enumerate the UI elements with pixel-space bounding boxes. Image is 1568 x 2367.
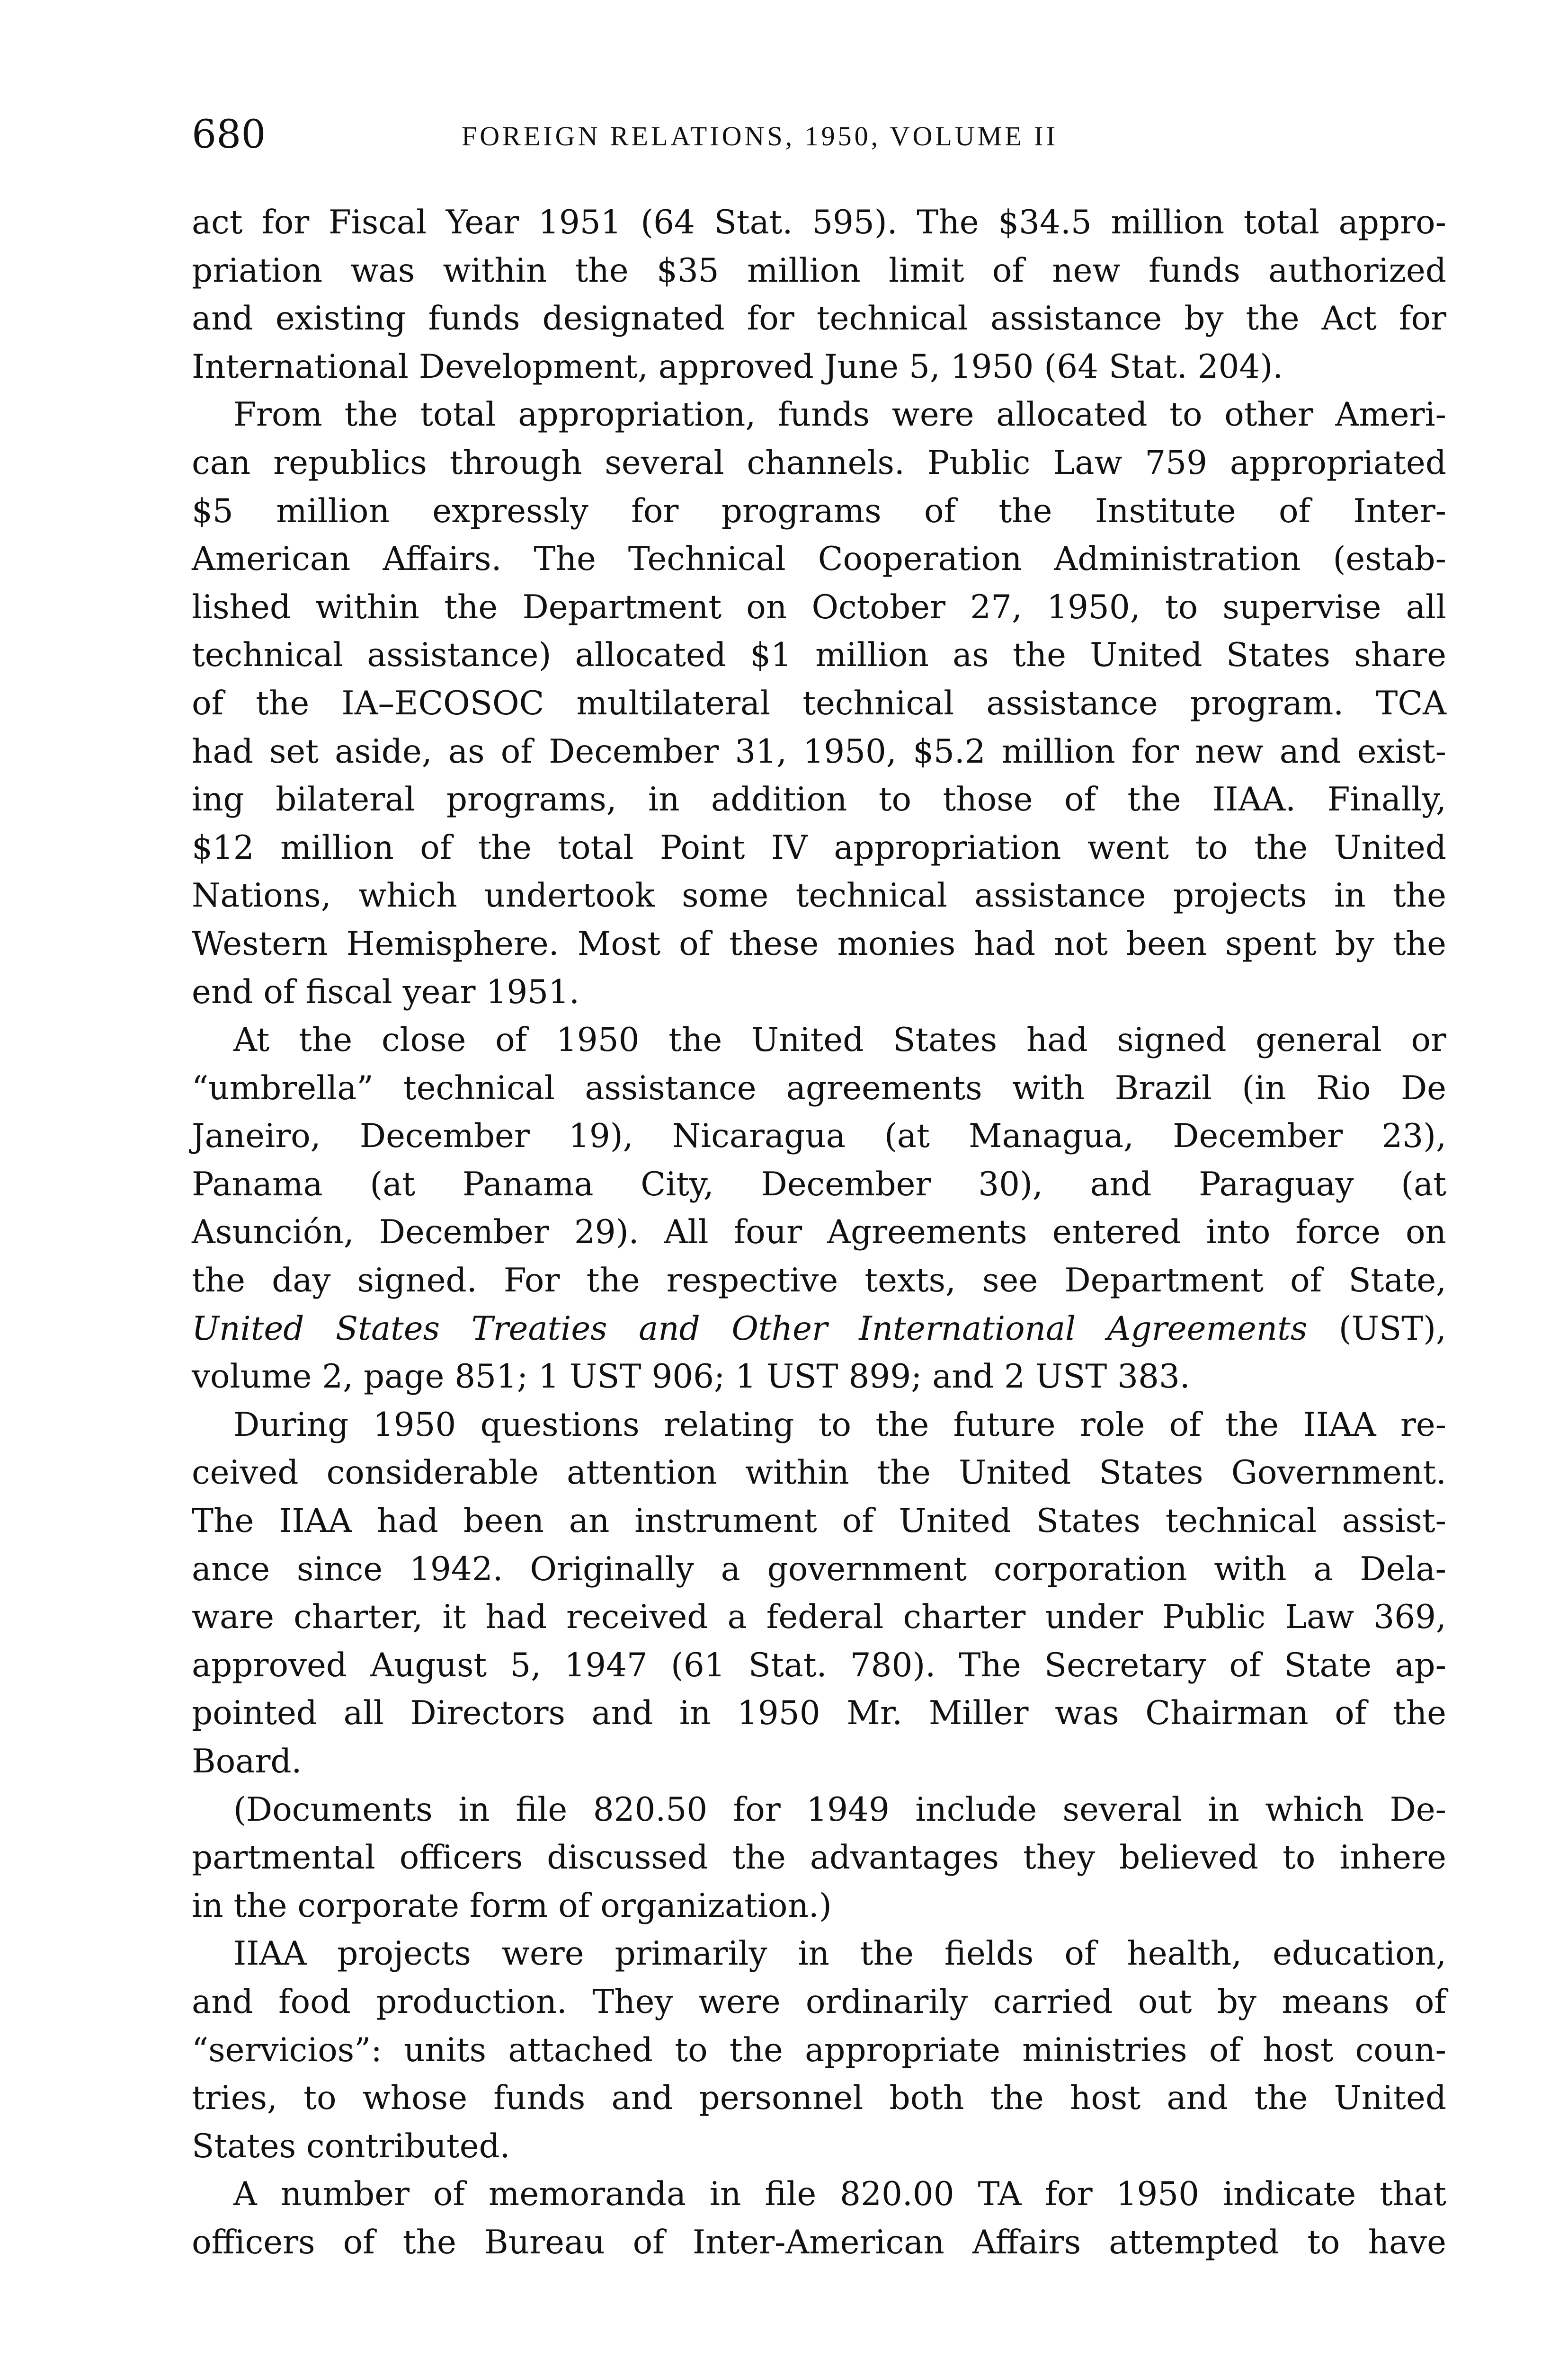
text-line: Nations, which undertook some technical assistance projects in the: [192, 877, 1446, 915]
text-line: volume 2, page 851; 1 UST 906; 1 UST 899; and 2 UST 383.: [192, 1358, 1190, 1396]
paragraph-1: [192, 199, 1446, 391]
text-line: and existing funds designated for technical assistance by the Act for: [192, 300, 1446, 338]
text-line: International Development, approved June 5, 1950 (64 Stat. 204).: [192, 347, 1283, 386]
text-line: had set aside, as of December 31, 1950, $5.2 million for new and exist-: [192, 732, 1446, 771]
text-line: At the close of 1950 the United States had signed general or: [233, 1021, 1446, 1059]
text-line: can republics through several channels. Public Law 759 appropriated: [192, 444, 1446, 482]
paragraph-7: [192, 2171, 1446, 2267]
text-line: Western Hemisphere. Most of these monies had not been spent by the: [192, 925, 1446, 963]
text-line: approved August 5, 1947 (61 Stat. 780). The Secretary of State ap-: [192, 1646, 1446, 1684]
text-line: ceived considerable attention within the United States Government.: [192, 1454, 1446, 1492]
text-line: A number of memoranda in file 820.00 TA for 1950 indicate that: [233, 2175, 1446, 2214]
text-line: ware charter, it had received a federal charter under Public Law 369,: [192, 1598, 1446, 1637]
text-line: Board.: [192, 1743, 302, 1780]
text-line: tries, to whose funds and personnel both the host and the United: [192, 2079, 1446, 2118]
text-line: “umbrella” technical assistance agreements with Brazil (in Rio De: [192, 1069, 1446, 1107]
paragraph-5: [192, 1786, 1446, 1931]
text-line: the day signed. For the respective texts, see Department of State,: [192, 1262, 1446, 1300]
text-line: ance since 1942. Originally a government corporation with a Dela-: [192, 1550, 1446, 1588]
text-line: IIAA projects were primarily in the fields of health, education,: [233, 1935, 1446, 1973]
text-line: Janeiro, December 19), Nicaragua (at Managua, December 23),: [192, 1117, 1446, 1156]
citation-abbrev: (UST),: [1307, 1309, 1446, 1348]
text-line: $5 million expressly for programs of the Institute of Inter-: [192, 492, 1446, 530]
body-text: [192, 199, 1446, 2267]
text-line: During 1950 questions relating to the future role of the IIAA re-: [233, 1406, 1446, 1444]
text-line: ing bilateral programs, in addition to those of the IIAA. Finally,: [192, 781, 1446, 819]
text-line: priation was within the $35 million limit of new funds authorized: [192, 251, 1446, 290]
text-line: of the IA–ECOSOC multilateral technical assistance program. TCA: [192, 684, 1446, 722]
text-line: officers of the Bureau of Inter-American Affairs attempted to have: [192, 2223, 1446, 2261]
text-line: partmental officers discussed the advantages they believed to inhere: [192, 1839, 1446, 1877]
text-line: in the corporate form of organization.): [192, 1886, 832, 1925]
paragraph-2: [192, 391, 1446, 1016]
text-line: end of fiscal year 1951.: [192, 973, 580, 1011]
text-line: American Affairs. The Technical Cooperation Administration (estab-: [192, 540, 1446, 578]
text-line: The IIAA had been an instrument of United States technical assist-: [192, 1502, 1446, 1540]
text-line: technical assistance) allocated $1 million as the United States share: [192, 636, 1446, 675]
paragraph-3: [192, 1016, 1446, 1401]
paragraph-4: [192, 1401, 1446, 1786]
page-number: 680: [192, 112, 266, 157]
text-line: States contributed.: [192, 2127, 510, 2165]
text-line: From the total appropriation, funds were allocated to other Ameri-: [233, 396, 1446, 434]
running-head: FOREIGN RELATIONS, 1950, VOLUME II: [462, 121, 1058, 151]
paragraph-6: [192, 1930, 1446, 2171]
text-line: act for Fiscal Year 1951 (64 Stat. 595). The $34.5 million total appro-: [192, 204, 1446, 241]
text-line: (Documents in file 820.50 for 1949 include several in which De-: [233, 1790, 1446, 1829]
page-header: [192, 109, 1446, 166]
publication-title: United States Treaties and Other International Agreements: [192, 1309, 1308, 1348]
text-line-with-citation: [192, 1305, 1446, 1353]
text-line: “servicios”: units attached to the appropriate ministries of host coun-: [192, 2031, 1446, 2069]
text-line: Panama (at Panama City, December 30), and Paraguay (at: [192, 1165, 1446, 1203]
text-line: pointed all Directors and in 1950 Mr. Miller was Chairman of the: [192, 1694, 1446, 1733]
text-line: and food production. They were ordinarily carried out by means of: [192, 1983, 1446, 2021]
text-line: $12 million of the total Point IV appropriation went to the United: [192, 828, 1446, 867]
text-line: Asunción, December 29). All four Agreements entered into force on: [192, 1213, 1446, 1252]
text-line: lished within the Department on October 27, 1950, to supervise all: [192, 588, 1446, 626]
